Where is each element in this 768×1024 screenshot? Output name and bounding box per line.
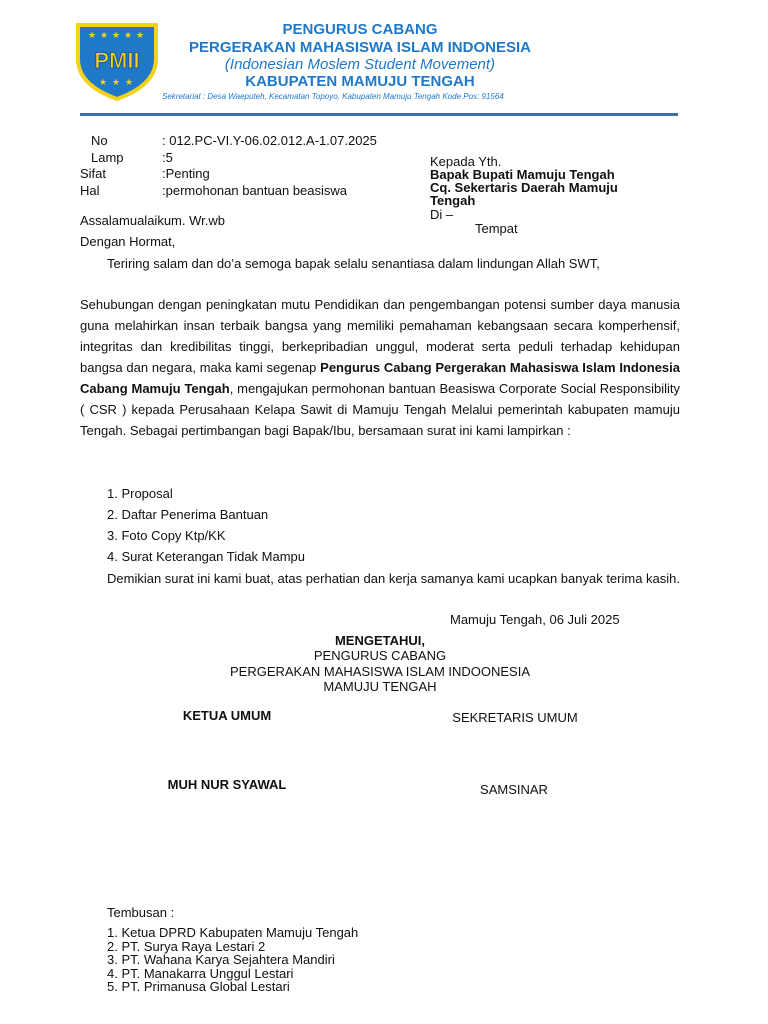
recipient-cq: Cq. Sekertaris Daerah Mamuju — [430, 180, 618, 195]
attachment-list — [107, 483, 305, 567]
left-signatory-title: KETUA UMUM — [182, 708, 272, 723]
letterhead-line4: KABUPATEN MAMUJU TENGAH — [245, 73, 475, 90]
svg-text:★: ★ — [99, 78, 108, 88]
svg-text:★: ★ — [112, 31, 121, 41]
letterhead-divider — [80, 113, 678, 116]
meta-sifat-label: Sifat — [80, 166, 107, 181]
letterhead-line1: PENGURUS CABANG — [282, 21, 438, 38]
attachment-item: 3. Foto Copy Ktp/KK — [107, 528, 226, 543]
tembusan-item: 5. PT. Primanusa Global Lestari — [107, 979, 290, 994]
svg-text:★: ★ — [100, 31, 109, 41]
svg-text:★: ★ — [88, 31, 97, 41]
tembusan-list — [107, 926, 358, 994]
meta-sifat-value: :Penting — [162, 166, 210, 181]
org-line1: PENGURUS CABANG — [313, 648, 447, 663]
recipient-name: Bapak Bupati Mamuju Tengah — [430, 167, 615, 182]
right-signatory-title: SEKRETARIS UMUM — [452, 710, 578, 725]
meta-hal-value: :permohonan bantuan beasiswa — [162, 183, 348, 198]
org-line2: PERGERAKAN MAHASISWA ISLAM INDOONESIA — [229, 664, 531, 679]
recipient-tempat: Tempat — [475, 221, 518, 236]
attachment-item: 4. Surat Keterangan Tidak Mampu — [107, 549, 306, 564]
svg-text:★: ★ — [112, 78, 121, 88]
salam: Assalamualaikum. Wr.wb — [80, 213, 225, 228]
meta-hal-label: Hal — [80, 183, 100, 198]
paragraph-request — [80, 294, 680, 441]
attachment-item: 2. Daftar Penerima Bantuan — [107, 507, 269, 522]
paragraph-closing: Demikian surat ini kami buat, atas perhatian dan kerja samanya kami ucapkan banyak terima kasih. — [107, 571, 681, 586]
meta-lamp-value: :5 — [162, 150, 173, 165]
recipient-cq-cont: Tengah — [430, 193, 476, 208]
meta-no-value: : 012.PC-VI.Y-06.02.012.A-1.07.2025 — [162, 133, 377, 148]
hormat: Dengan Hormat, — [80, 234, 176, 249]
tembusan-item: 4. PT. Manakarra Unggul Lestari — [107, 965, 294, 981]
paragraph-request-start: Sehubungan dengan peningkatan mutu Pendidikan dan pengembangan potensi sumber daya manusia guna melahirkan insan terbaik bangsa yang memiliki pemahaman kebangsaan secara komperhensif, integritas dan kredibilitas tinggi, berkepribadian unggul, moderat serta peduli terhadap kehidupan bangsa dan negara, maka kami segenap — [80, 297, 680, 375]
tembusan-item: 2. PT. Surya Raya Lestari 2 — [107, 938, 266, 954]
recipient-greeting: Kepada Yth. — [430, 154, 502, 169]
meta-lamp-label: Lamp — [91, 150, 124, 165]
right-signatory-name: SAMSINAR — [480, 782, 548, 797]
letterhead-address: Sekretariat : Desa Waeputeh, Kecamatan Topoyo, Kabupaten Mamuju Tengah Kode Pos: 91564 — [162, 92, 504, 101]
attachment-item: 1. Proposal — [107, 486, 173, 501]
tembusan-item: 3. PT. Wahana Karya Sejahtera Mandiri — [107, 952, 335, 967]
tembusan-item: 1. Ketua DPRD Kabupaten Mamuju Tengah — [107, 925, 359, 940]
letterhead-line3: (Indonesian Moslem Student Movement) — [224, 56, 496, 73]
place-date: Mamuju Tengah, 06 Juli 2025 — [450, 612, 620, 627]
paragraph-doa: Teriring salam dan do’a semoga bapak selalu senantiasa dalam lindungan Allah SWT, — [107, 256, 600, 271]
letterhead-line2: PERGERAKAN MAHASISWA ISLAM INDONESIA — [189, 39, 531, 56]
mengetahui: MENGETAHUI, — [334, 633, 426, 648]
meta-no-label: No — [91, 133, 108, 148]
paragraph-request-end: , mengajukan permohonan bantuan Beasiswa Corporate Social Responsibility ( CSR ) kepada Perusahaan Kelapa Sawit di Mamuju Tengah Melalui pemerintah kabupaten mamuju Tengah. Sebagai pertimbangan bagi Bapak/Ibu, bersamaan surat ini kami lampirkan : — [80, 381, 680, 438]
logo-lettering: PMII — [94, 48, 140, 73]
left-signatory-name: MUH NUR SYAWAL — [167, 777, 287, 792]
org-line3: MAMUJU TENGAH — [323, 679, 437, 694]
tembusan-label: Tembusan : — [107, 905, 175, 920]
svg-text:★: ★ — [136, 31, 145, 41]
svg-text:★: ★ — [124, 31, 133, 41]
organization-name: Pengurus Cabang Pergerakan Mahasiswa Islam Indonesia Cabang Mamuju Tengah — [80, 360, 680, 396]
svg-text:★: ★ — [125, 78, 134, 88]
recipient-di: Di – — [430, 207, 454, 222]
